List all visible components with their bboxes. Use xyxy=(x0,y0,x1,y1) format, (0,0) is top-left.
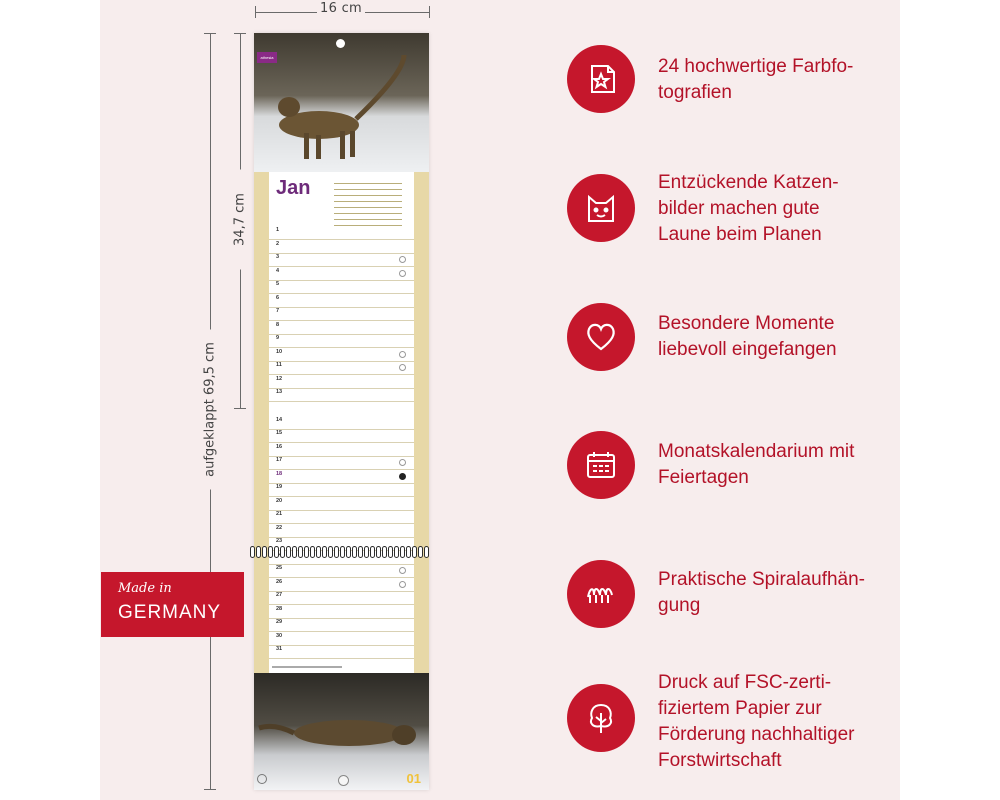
day-number: 17 xyxy=(276,457,283,463)
spiral-ring xyxy=(316,546,321,558)
day-number: 5 xyxy=(276,281,280,287)
spiral-ring xyxy=(364,546,369,558)
spiral-ring xyxy=(352,546,357,558)
feature-line: Besondere Momente xyxy=(658,313,835,334)
day-number: 4 xyxy=(276,267,280,274)
day-row xyxy=(269,645,414,659)
photo-star-icon xyxy=(567,45,635,113)
spiral-ring xyxy=(340,546,345,558)
day-number: 13 xyxy=(276,389,283,395)
day-number: 12 xyxy=(276,375,283,382)
day-number: 23 xyxy=(276,538,283,544)
spiral-ring xyxy=(376,546,381,558)
cat-silhouette-top xyxy=(254,33,429,172)
day-number: 10 xyxy=(276,348,283,355)
feature-line: Praktische Spiralaufhän- xyxy=(658,569,865,590)
day-row xyxy=(269,253,414,267)
day-number: 26 xyxy=(276,578,283,585)
spiral-ring xyxy=(304,546,309,558)
moon-phase-icon xyxy=(399,567,406,574)
day-number: 15 xyxy=(276,430,283,436)
spiral-ring xyxy=(310,546,315,558)
day-number: 9 xyxy=(276,335,280,341)
day-row xyxy=(269,334,414,348)
spiral-ring xyxy=(268,546,273,558)
made-in-label: Made in xyxy=(118,581,172,596)
feature-line: fiziertem Papier zur xyxy=(658,698,822,719)
day-number: 2 xyxy=(276,240,280,247)
cat-silhouette-bottom xyxy=(254,673,429,790)
cat-photo-top xyxy=(254,33,429,172)
feature-text-photos xyxy=(658,54,898,106)
spiral-ring xyxy=(358,546,363,558)
spiral-ring xyxy=(250,546,255,558)
day-row xyxy=(269,618,414,632)
spiral-ring xyxy=(400,546,405,558)
day-row xyxy=(269,307,414,321)
spiral-ring xyxy=(256,546,261,558)
day-number: 14 xyxy=(276,416,283,423)
right-band xyxy=(414,172,429,673)
spiral-ring xyxy=(394,546,399,558)
day-number: 22 xyxy=(276,524,283,531)
moon-phase-icon xyxy=(399,581,406,588)
cat-face-icon xyxy=(567,174,635,242)
feature-line: gung xyxy=(658,595,701,616)
feature-text-calendar xyxy=(658,439,898,491)
day-row xyxy=(269,524,414,538)
day-number: 11 xyxy=(276,362,282,368)
unfolded-tick-top xyxy=(204,33,216,34)
month-quote xyxy=(334,183,402,231)
day-row xyxy=(269,240,414,254)
hanging-hole xyxy=(336,39,345,48)
spiral-ring xyxy=(292,546,297,558)
feature-line: 24 hochwertige Farbfo- xyxy=(658,56,854,77)
width-tick-right xyxy=(429,6,430,18)
feature-line: bilder machen gute xyxy=(658,198,820,219)
country-label: GERMANY xyxy=(118,602,222,623)
height-tick-top xyxy=(234,33,246,34)
cat-photo-bottom xyxy=(254,673,429,790)
day-number: 31 xyxy=(276,646,283,652)
day-row xyxy=(269,483,414,497)
moon-phase-icon xyxy=(399,364,406,371)
width-label: 16 cm xyxy=(317,1,365,16)
day-number: 6 xyxy=(276,294,280,301)
calendar-sheet xyxy=(254,172,429,673)
moon-phase-icon xyxy=(399,459,406,466)
day-row xyxy=(269,632,414,646)
unfolded-tick-bottom xyxy=(204,789,216,790)
moon-phase-icon xyxy=(399,256,406,263)
feature-line: liebevoll eingefangen xyxy=(658,339,837,360)
left-band xyxy=(254,172,269,673)
day-row xyxy=(269,605,414,619)
feature-line: tografien xyxy=(658,82,732,103)
day-number: 18 xyxy=(276,470,283,477)
moon-phase-icon xyxy=(399,351,406,358)
spiral-ring xyxy=(334,546,339,558)
feature-line: Druck auf FSC-zerti- xyxy=(658,672,832,693)
day-row xyxy=(269,497,414,511)
day-row xyxy=(269,321,414,335)
fsc-logo xyxy=(257,774,267,784)
moon-phase-icon xyxy=(399,473,406,480)
width-tick-left xyxy=(255,6,256,18)
feature-line: Förderung nachhaltiger xyxy=(658,724,855,745)
heart-icon xyxy=(567,303,635,371)
spiral-ring xyxy=(328,546,333,558)
feature-text-fsc xyxy=(658,670,898,774)
day-row xyxy=(269,294,414,308)
month-title: Jan xyxy=(276,177,311,199)
feature-line: Forstwirtschaft xyxy=(658,750,782,771)
day-number: 19 xyxy=(276,484,283,490)
hanging-hole-bottom xyxy=(338,775,349,786)
spiral-ring xyxy=(388,546,393,558)
calendar-icon xyxy=(567,431,635,499)
day-row xyxy=(269,591,414,605)
day-number: 7 xyxy=(276,308,280,314)
spiral-ring xyxy=(346,546,351,558)
day-number: 1 xyxy=(276,227,280,233)
day-row xyxy=(269,456,414,470)
day-row xyxy=(269,429,414,443)
day-number: 28 xyxy=(276,605,283,612)
day-row xyxy=(269,564,414,578)
feature-line: Entzückende Katzen- xyxy=(658,172,839,193)
page-number: 01 xyxy=(406,771,421,786)
feature-line: Monatskalendarium mit xyxy=(658,441,855,462)
unfolded-label: aufgeklappt 69,5 cm xyxy=(203,330,218,490)
feature-text-spiral xyxy=(658,567,898,619)
day-number: 8 xyxy=(276,321,280,328)
day-row xyxy=(269,510,414,524)
moon-phase-icon xyxy=(399,270,406,277)
spiral-ring xyxy=(370,546,375,558)
spiral-ring xyxy=(424,546,429,558)
day-row xyxy=(269,280,414,294)
left-margin xyxy=(0,0,100,800)
spiral-ring xyxy=(280,546,285,558)
spiral-ring xyxy=(298,546,303,558)
day-row xyxy=(269,388,414,402)
made-in-germany-badge xyxy=(101,572,244,637)
feature-line: Feiertagen xyxy=(658,467,749,488)
day-number: 3 xyxy=(276,254,280,260)
spiral-ring xyxy=(406,546,411,558)
spiral-ring xyxy=(262,546,267,558)
tree-icon xyxy=(567,684,635,752)
day-number: 27 xyxy=(276,592,283,598)
day-row xyxy=(269,443,414,457)
spiral-binding xyxy=(250,546,433,556)
day-number: 29 xyxy=(276,619,283,625)
feature-line: Laune beim Planen xyxy=(658,224,822,245)
day-row xyxy=(269,470,414,484)
spiral-ring xyxy=(412,546,417,558)
feature-text-moments xyxy=(658,311,898,363)
spiral-ring xyxy=(382,546,387,558)
footnote xyxy=(272,666,342,668)
brand-logo: athesia xyxy=(257,52,277,63)
day-row xyxy=(269,348,414,362)
height-label: 34,7 cm xyxy=(233,170,248,270)
day-row xyxy=(269,578,414,592)
calendar-mockup xyxy=(254,33,429,790)
spiral-ring xyxy=(322,546,327,558)
day-row xyxy=(269,226,414,240)
day-number: 21 xyxy=(276,511,283,517)
spiral-ring xyxy=(286,546,291,558)
day-number: 20 xyxy=(276,497,283,504)
feature-text-cats xyxy=(658,170,898,248)
day-row xyxy=(269,375,414,389)
spiral-ring xyxy=(418,546,423,558)
day-row xyxy=(269,416,414,430)
spiral-ring xyxy=(274,546,279,558)
day-row xyxy=(269,361,414,375)
spiral-icon xyxy=(567,560,635,628)
day-number: 16 xyxy=(276,443,283,450)
day-number: 30 xyxy=(276,632,283,639)
day-number: 25 xyxy=(276,565,283,571)
height-tick-bottom xyxy=(234,408,246,409)
right-margin xyxy=(900,0,1000,800)
day-row xyxy=(269,267,414,281)
